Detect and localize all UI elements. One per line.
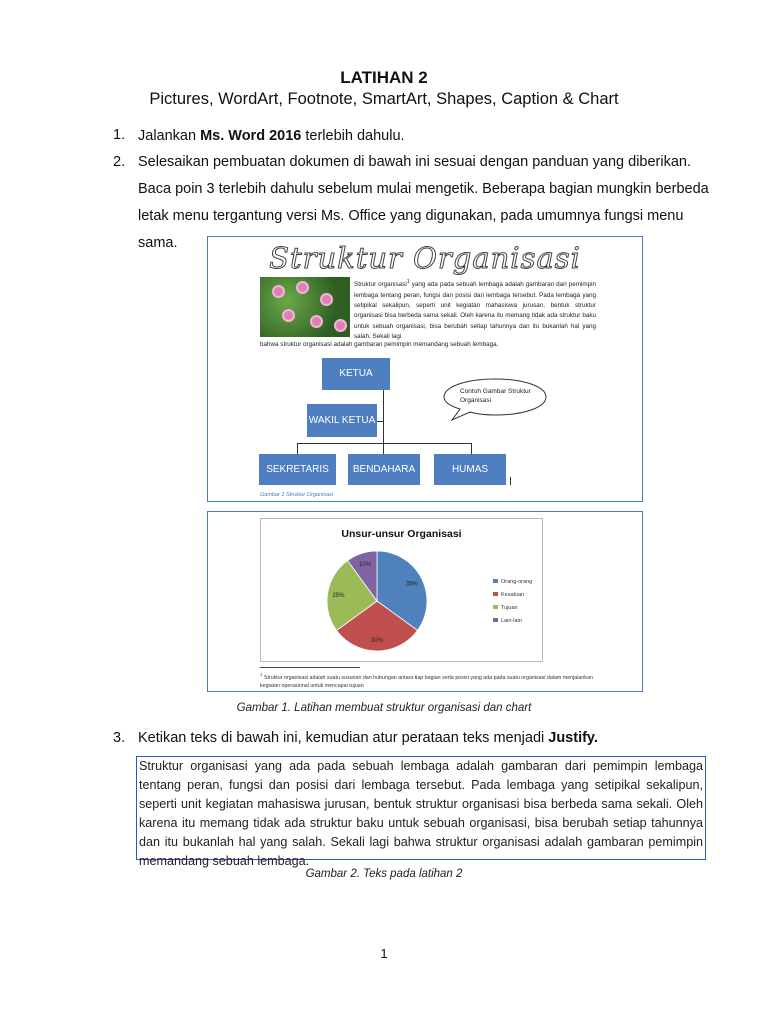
practice-text-box[interactable]: Struktur organisasi yang ada pada sebuah lembaga adalah gambaran dari pemimpin lembaga tentang peran, fungsi dan posisi dari lembaga tersebut. Pada lembaga yang setipikal sekalipun, seperti unit kegiatan mahasiswa jurusan, bentuk struktur organisasi bisa berbeda sama sekali. Oleh karena itu memang tidak ada struktur baku untuk sebuah organisasi, bisa berubah setiap tahunnya dan itu bukanlah hal yang salah. Sekali lagi bahwa struktur organisasi adalah gambaran pemimpin memandang sebuah lembaga.	[136, 756, 706, 860]
legend-swatch	[493, 579, 498, 583]
legend-label: Tujuan	[501, 605, 518, 611]
legend-label: Orang-orang	[501, 579, 533, 585]
org-box-wakil-ketua: WAKIL KETUA	[307, 404, 377, 437]
chart-title: Unsur-unsur Organisasi	[341, 528, 462, 540]
org-box-ketua: KETUA	[322, 358, 390, 390]
flower-icon	[298, 283, 307, 292]
figure-2-caption: Gambar 2. Teks pada latihan 2	[305, 868, 463, 880]
legend-swatch	[493, 618, 498, 622]
step-1-text-start: Jalankan	[138, 128, 201, 144]
org-box-bendahara: BENDAHARA	[348, 454, 420, 485]
footnote	[260, 671, 600, 690]
legend-label: Lain-lain	[501, 618, 522, 624]
step-number: 3.	[113, 730, 126, 746]
step-3-text	[138, 725, 718, 752]
connector-line	[297, 443, 472, 444]
page-subtitle: Pictures, WordArt, Footnote, SmartArt, Shapes, Caption & Chart	[149, 90, 619, 108]
step-3-text-start: Ketikan teks di bawah ini, kemudian atur perataan teks menjadi	[138, 730, 549, 746]
connector-line	[383, 390, 384, 447]
figure-paragraph-last-line: bahwa struktur organisasi adalah gambaran pemimpin memandang sebuah lembaga.	[260, 341, 499, 348]
connector-line	[377, 421, 384, 422]
step-2-text: Selesaikan pembuatan dokumen di bawah ini sesuai dengan panduan yang diberikan. Baca poin 3 terlebih dahulu sebelum mulai mengetik. Beberapa bagian mungkin berbeda letak menu tergantung versi Ms. Office yang digunakan, pada umumnya fungsi menu sama.	[138, 154, 709, 251]
flower-icon	[284, 311, 293, 320]
lotus-photo	[260, 277, 350, 337]
step-number: 1.	[113, 127, 126, 143]
step-3-bold: Justify.	[548, 730, 598, 746]
pie-chart	[261, 519, 544, 663]
footnote-ref: 1	[406, 279, 410, 285]
wordart-title: Struktur Organisasi	[269, 241, 581, 275]
footnote-separator	[260, 667, 360, 668]
callout-text: Contoh Gambar Struktur Organisasi	[460, 388, 531, 404]
step-number: 2.	[113, 154, 126, 170]
paragraph-text: yang ada pada sebuah lembaga adalah gambaran dari pemimpin lembaga tentang peran, fungsi dan posisi dari lembaga tersebut. Pada lembaga yang setipikal sekalipun, seperti unit kegiatan mahasiswa jurusan, bentuk struktur organisasi bisa berbeda sama sekali. Oleh karena itu memang tidak ada struktur baku untuk sebuah organisasi, bisa berubah setiap tahunnya dan itu bukanlah hal yang salah. Sekali lagi	[354, 281, 596, 341]
figure-caption-small: Gambar 1 Struktur Organisasi	[260, 492, 334, 498]
legend-label: Kesatuan	[501, 592, 525, 598]
flower-icon	[312, 317, 321, 326]
page-title: LATIHAN 2	[340, 68, 428, 87]
text-cursor	[510, 477, 511, 485]
figure-pie-chart	[207, 511, 643, 692]
flower-icon	[274, 287, 283, 296]
step-1-text	[138, 123, 718, 150]
chart-area	[260, 518, 543, 662]
org-box-humas: HUMAS	[434, 454, 506, 485]
pie-data-label: 35%	[405, 581, 418, 588]
step-1-text-end: terlebih dahulu.	[301, 128, 405, 144]
legend-swatch	[493, 605, 498, 609]
flower-icon	[336, 321, 345, 330]
pie-data-label: 30%	[370, 638, 384, 644]
paragraph-text: Struktur organisasi	[354, 281, 407, 289]
step-1-bold: Ms. Word 2016	[200, 128, 302, 144]
footnote-text: Struktur organisasi adalah suatu susunan dan hubungan antara tiap bagian serta posisi yang ada pada suatu organisasi dalam menjalankan kegiatan operasional untuk mencapai tujuan	[260, 674, 593, 689]
flower-icon	[322, 295, 331, 304]
figure-org-structure	[207, 236, 643, 502]
footnote-number: 1	[260, 672, 263, 677]
org-box-sekretaris: SEKRETARIS	[259, 454, 336, 485]
figure-paragraph	[354, 277, 596, 343]
pie-data-label: 10%	[358, 561, 371, 568]
legend-swatch	[493, 592, 498, 596]
figure-1-caption: Gambar 1. Latihan membuat struktur organisasi dan chart	[236, 702, 532, 714]
pie-data-label: 25%	[332, 592, 345, 599]
page-number: 1	[380, 946, 388, 961]
